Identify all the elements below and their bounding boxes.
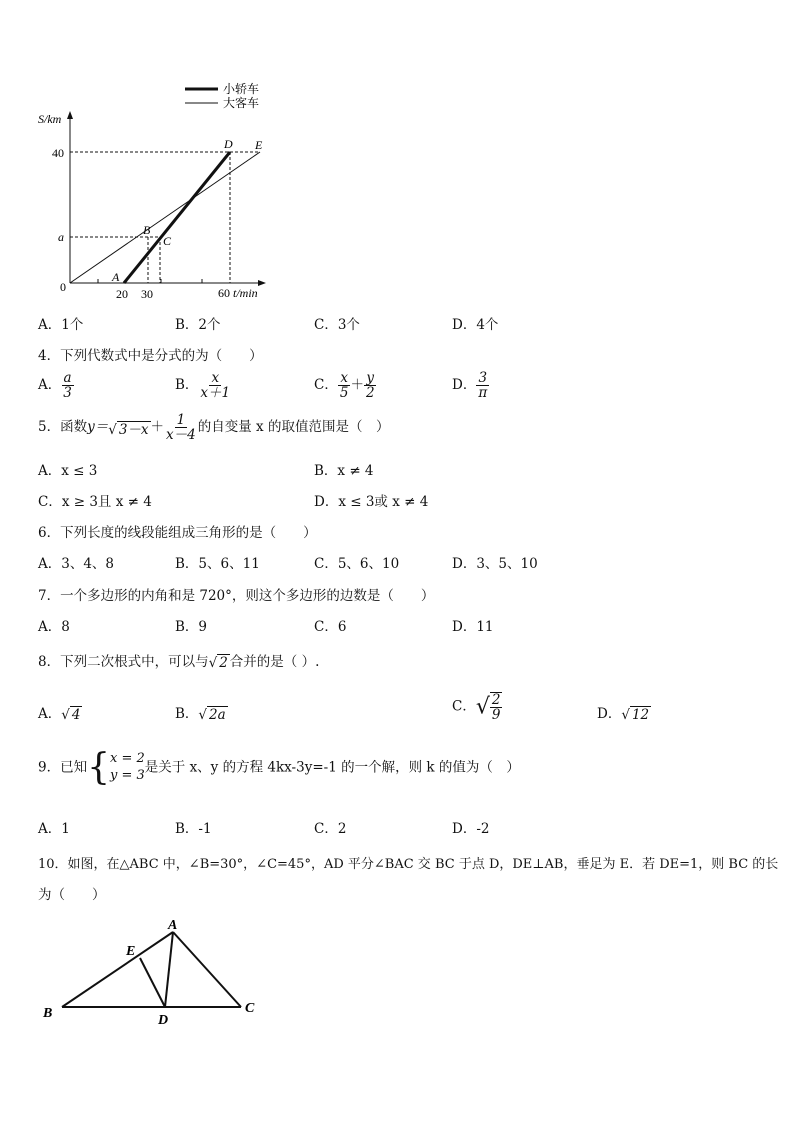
point-label-b: B xyxy=(143,223,151,237)
q4-d-numerator: 3 xyxy=(478,370,488,386)
q4-option-c-fraction-1 xyxy=(338,371,351,400)
q6-stem: 6．下列长度的线段能组成三角形的是（ ） xyxy=(38,525,317,541)
q8-stem-suffix: 合并的是（ ）. xyxy=(229,654,320,670)
q8-option-c xyxy=(452,692,502,722)
car-line xyxy=(124,152,230,283)
vertex-label-b: B xyxy=(43,1006,53,1021)
point-label-d: D xyxy=(224,137,233,151)
q5-option-a: A．x ≤ 3 xyxy=(38,463,98,479)
q9-suffix: 是关于 x、y 的方程 4kx-3y=-1 的一个解，则 k 的值为（ ） xyxy=(144,759,520,776)
q3-option-b: B．2个 xyxy=(175,317,221,333)
origin-label: 0 xyxy=(60,280,66,294)
q8-stem-sqrt: √ 2 xyxy=(208,654,228,671)
bus-line xyxy=(70,152,260,283)
q8-c-denominator: 9 xyxy=(491,707,501,724)
q9-equation-1: x = 2 xyxy=(110,751,145,767)
point-label-c: C xyxy=(163,234,172,248)
distance-time-graph xyxy=(30,75,280,310)
q10-stem-line-2: 为（ ） xyxy=(38,887,106,903)
q5-suffix: 的自变量 x 的取值范围是（ ） xyxy=(197,419,390,436)
q3-option-c: C．3个 xyxy=(314,317,360,333)
q8-option-a xyxy=(38,702,82,723)
q4-d-denominator: π xyxy=(478,385,488,402)
q6-option-d: D．3、5、10 xyxy=(452,556,538,572)
q5-plus: ＋ xyxy=(150,419,165,436)
q9-prefix: 9．已知 xyxy=(38,759,88,776)
q9-option-c: C．2 xyxy=(314,821,347,837)
q5-option-d: D．x ≤ 3或 x ≠ 4 xyxy=(314,494,429,510)
point-label-e: E xyxy=(255,138,263,152)
q4-a-denominator: 3 xyxy=(63,385,72,402)
q6-option-c: C．5、6、10 xyxy=(314,556,400,572)
q4-option-d-fraction xyxy=(476,371,489,400)
q8-stem xyxy=(38,650,319,671)
q4-stem: 4．下列代数式中是分式的为（ ） xyxy=(38,348,263,364)
q9-option-a: A．1 xyxy=(38,821,70,837)
y-tick-40: 40 xyxy=(52,146,64,160)
vertex-label-d: D xyxy=(158,1013,169,1025)
q5-sqrt: √ 3－x xyxy=(108,421,149,438)
q5-denominator: x－4 xyxy=(166,427,196,444)
q8-b-radicand: 2a xyxy=(209,706,226,723)
q7-option-b: B．9 xyxy=(175,619,208,635)
q9-option-b: B．-1 xyxy=(175,821,212,837)
q4-option-b xyxy=(175,371,232,400)
q4-option-a-fraction xyxy=(61,371,74,400)
q3-option-d: D．4个 xyxy=(452,317,499,333)
q5-option-c: C．x ≥ 3且 x ≠ 4 xyxy=(38,494,152,510)
vertex-label-e: E xyxy=(126,944,136,959)
segment-ac xyxy=(173,932,241,1007)
y-tick-a: a xyxy=(58,230,64,244)
q8-option-a-label: A． xyxy=(38,706,62,722)
q3-option-a: A．1个 xyxy=(38,317,84,333)
q9-equation-2: y = 3 xyxy=(110,768,145,783)
q4-option-a xyxy=(38,371,74,400)
q4-option-d xyxy=(452,371,489,400)
vertex-label-a: A xyxy=(168,918,178,933)
q4-c-plus: ＋ xyxy=(350,377,364,394)
q4-b-denominator: x＋1 xyxy=(200,385,231,402)
q5-stem xyxy=(38,413,389,442)
q9-brace: { xyxy=(87,747,110,788)
y-axis-label: S/km xyxy=(38,112,62,126)
q8-b-sqrt: √ 2a xyxy=(198,706,226,723)
q4-option-c-fraction-2 xyxy=(364,371,377,400)
x-axis-arrow xyxy=(258,280,266,286)
q6-option-a: A．3、4、8 xyxy=(38,556,115,572)
x-axis-label: t/min xyxy=(233,286,258,300)
q8-option-b-label: B． xyxy=(175,706,199,722)
q8-option-d xyxy=(597,702,651,723)
q4-option-b-label: B． xyxy=(175,377,199,394)
q5-option-b: B．x ≠ 4 xyxy=(314,463,374,479)
q9-stem xyxy=(38,747,520,788)
q5-prefix: 5．函数 xyxy=(38,419,88,436)
segment-de xyxy=(140,958,165,1007)
x-tick-60: 60 xyxy=(218,286,230,300)
q8-c-fraction xyxy=(490,692,503,722)
q5-y-eq: y＝ xyxy=(87,419,109,436)
q4-c-numerator-1: x xyxy=(340,370,348,386)
q5-numerator: 1 xyxy=(176,412,186,428)
q7-stem: 7．一个多边形的内角和是 720°，则这个多边形的边数是（ ） xyxy=(38,588,435,604)
point-label-a: A xyxy=(112,270,120,284)
q4-c-numerator-2: y xyxy=(366,370,375,386)
q8-stem-prefix: 8．下列二次根式中，可以与 xyxy=(38,654,209,670)
q10-stem-line-1: 10．如图，在△ABC 中，∠B=30°，∠C=45°，AD 平分∠BAC 交 BC 于点 D，DE⊥AB，垂足为 E．若 DE=1，则 BC 的长 xyxy=(38,857,779,872)
triangle-figure xyxy=(38,915,268,1025)
q8-option-b xyxy=(175,702,228,723)
q4-a-numerator: a xyxy=(63,370,72,386)
q4-option-a-label: A． xyxy=(38,377,62,394)
segment-ad xyxy=(165,932,173,1007)
q4-option-b-fraction xyxy=(198,371,232,400)
q8-c-sqrt: √ $\frac{2}{9}$ xyxy=(475,692,501,724)
x-tick-30: 30 xyxy=(141,287,153,301)
legend-label-bus: 大客车 xyxy=(223,96,260,110)
q4-c-denominator-2: 2 xyxy=(365,385,375,402)
q7-option-a: A．8 xyxy=(38,619,70,635)
q4-option-d-label: D． xyxy=(452,377,477,394)
q8-option-d-label: D． xyxy=(597,706,622,722)
q9-equation-system xyxy=(87,747,145,788)
q4-option-c xyxy=(314,371,377,400)
q5-fraction xyxy=(164,413,198,442)
q5-radicand: 3－x xyxy=(118,421,149,438)
q9-option-d: D．-2 xyxy=(452,821,490,837)
q6-option-b: B．5、6、11 xyxy=(175,556,260,572)
y-axis-arrow xyxy=(67,111,73,119)
segment-ba xyxy=(62,932,173,1007)
q4-b-numerator: x xyxy=(211,370,220,386)
legend-label-car: 小轿车 xyxy=(223,82,260,96)
q8-d-sqrt: √ 12 xyxy=(621,706,650,723)
q4-option-c-label: C． xyxy=(314,377,338,394)
q7-option-d: D．11 xyxy=(452,619,494,635)
q7-option-c: C．6 xyxy=(314,619,347,635)
vertex-label-c: C xyxy=(245,1001,255,1016)
q8-a-radicand: 4 xyxy=(71,706,81,723)
x-tick-20: 20 xyxy=(116,287,128,301)
q8-option-c-label: C． xyxy=(452,698,476,715)
q4-c-denominator-1: 5 xyxy=(339,385,349,402)
q8-stem-radicand: 2 xyxy=(219,654,228,671)
q8-c-numerator: 2 xyxy=(491,692,501,708)
q8-a-sqrt: √ 4 xyxy=(61,706,81,723)
q8-d-radicand: 12 xyxy=(631,706,650,723)
